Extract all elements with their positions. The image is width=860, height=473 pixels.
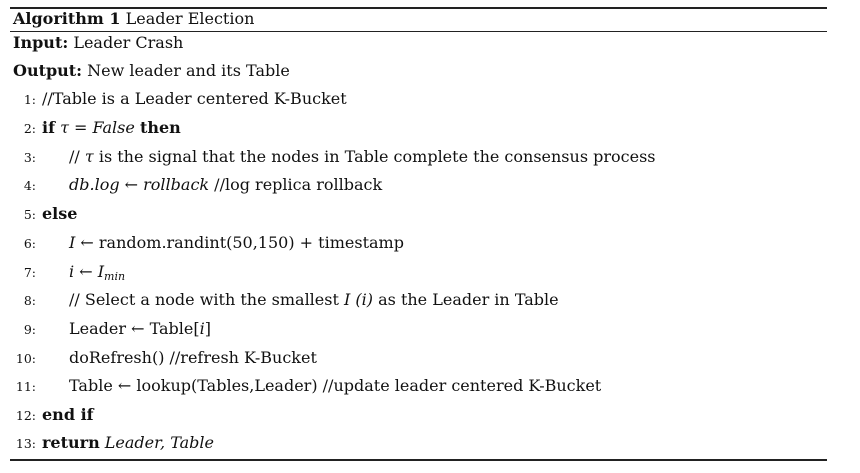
line-text bbox=[69, 290, 559, 310]
value: I bbox=[97, 262, 105, 281]
equals: = bbox=[68, 118, 93, 137]
line-number: 2: bbox=[23, 121, 36, 136]
input-line bbox=[13, 33, 183, 53]
line-number: 6: bbox=[23, 236, 36, 251]
line-number: 5: bbox=[23, 207, 36, 222]
output-label: Output: bbox=[13, 61, 83, 80]
expression: Leader ← Table[ bbox=[69, 319, 200, 338]
line-number: 13: bbox=[15, 436, 36, 451]
line-text: Table ← lookup(Tables,Leader) //update leader centered K-Bucket bbox=[69, 376, 602, 395]
variable: db.log bbox=[69, 175, 120, 194]
comment-text: as the Leader in Table bbox=[373, 290, 559, 309]
variable: I (i) bbox=[344, 290, 374, 309]
line-text: //Table is a Leader centered K-Bucket bbox=[42, 89, 347, 108]
assign-arrow: ← bbox=[74, 262, 98, 281]
input-label: Input: bbox=[13, 33, 69, 52]
line-text: doRefresh() //refresh K-Bucket bbox=[69, 348, 317, 367]
variable: i bbox=[69, 262, 75, 281]
expression: random.randint(50,150) + timestamp bbox=[98, 233, 404, 252]
comment-text: //log replica rollback bbox=[209, 175, 383, 194]
algorithm-title: Leader Election bbox=[125, 9, 255, 28]
line-number: 9: bbox=[23, 322, 36, 337]
assign-arrow: ← bbox=[75, 233, 99, 252]
keyword-else: else bbox=[42, 204, 78, 223]
caption-rule bbox=[10, 31, 827, 32]
algorithm-caption bbox=[13, 9, 254, 29]
line-text bbox=[42, 118, 181, 138]
line-text bbox=[42, 433, 214, 453]
input-text: Leader Crash bbox=[73, 33, 184, 52]
keyword-return: return bbox=[42, 433, 100, 452]
line-number: 8: bbox=[23, 293, 36, 308]
line-text bbox=[69, 233, 404, 253]
line-text bbox=[69, 319, 211, 339]
tau-symbol: τ bbox=[60, 118, 69, 137]
comment-prefix: // bbox=[69, 147, 85, 166]
bottom-rule bbox=[10, 459, 827, 461]
subscript: min bbox=[104, 270, 126, 283]
line-text bbox=[69, 175, 382, 195]
line-number: 3: bbox=[23, 150, 36, 165]
tau-symbol: τ bbox=[84, 147, 94, 166]
keyword-then: then bbox=[139, 118, 181, 137]
false-value: False bbox=[92, 118, 135, 137]
line-text bbox=[69, 262, 125, 287]
algorithm-label: Algorithm 1 bbox=[13, 9, 121, 28]
line-number: 7: bbox=[23, 265, 36, 280]
output-text: New leader and its Table bbox=[87, 61, 290, 80]
index-variable: i bbox=[199, 319, 205, 338]
line-text bbox=[69, 147, 656, 167]
keyword-end-if: end if bbox=[42, 405, 94, 424]
value: rollback bbox=[143, 175, 210, 194]
output-line bbox=[13, 61, 290, 81]
line-number: 4: bbox=[23, 178, 36, 193]
variable: I bbox=[69, 233, 76, 252]
line-number: 12: bbox=[15, 408, 36, 423]
return-values: Leader, Table bbox=[104, 433, 214, 452]
comment-prefix: // Select a node with the smallest bbox=[69, 290, 344, 309]
comment-text: is the signal that the nodes in Table complete the consensus process bbox=[93, 147, 656, 166]
line-number: 10: bbox=[15, 351, 36, 366]
closing-bracket: ] bbox=[204, 319, 211, 338]
assign-arrow: ← bbox=[119, 175, 144, 194]
keyword-if: if bbox=[42, 118, 55, 137]
line-number: 11: bbox=[15, 379, 36, 394]
line-number: 1: bbox=[23, 92, 36, 107]
